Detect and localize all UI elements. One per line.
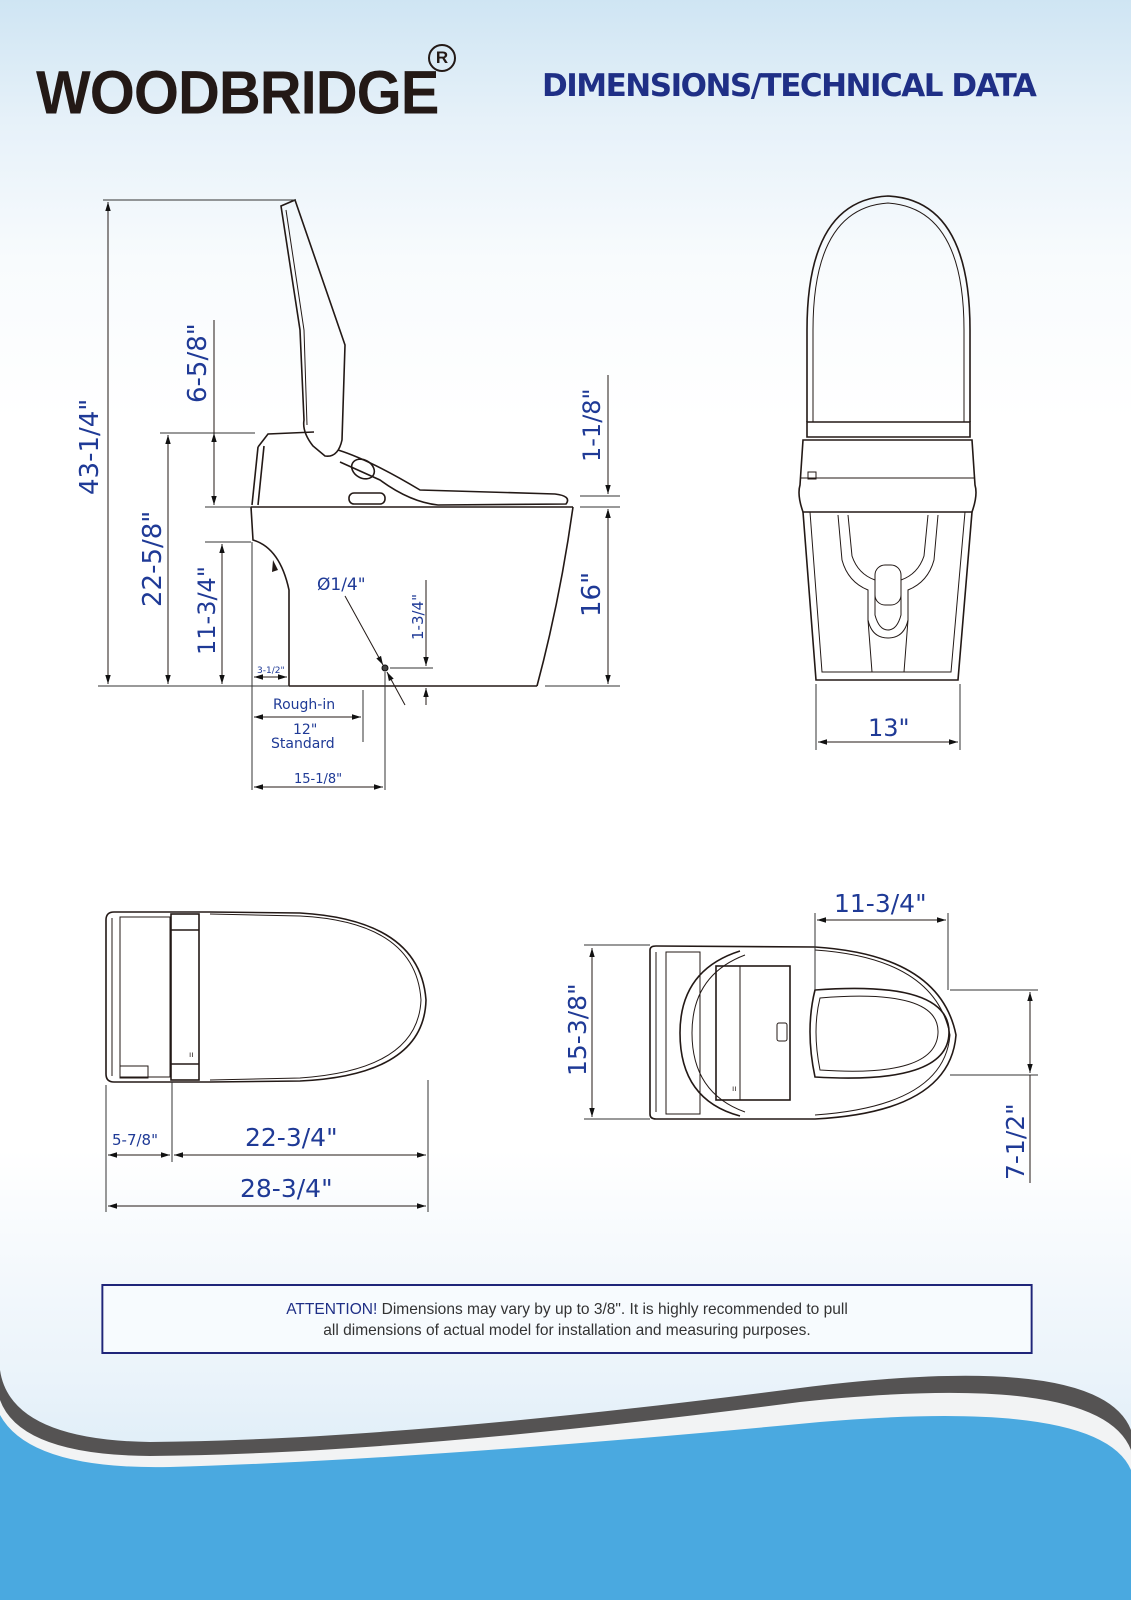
rough-in-standard: Standard <box>271 736 335 752</box>
rough-in-label: Rough-in <box>273 697 336 713</box>
dim-lid-above-seat: 6-5/8" <box>183 323 213 403</box>
footer-wave-decoration <box>0 1370 1131 1600</box>
registered-mark-icon: R <box>428 44 456 72</box>
top-view-open <box>563 889 1038 1183</box>
svg-text:ıı: ıı <box>732 1084 737 1093</box>
attention-notice <box>101 1284 1032 1354</box>
page-title: DIMENSIONS/TECHNICAL DATA <box>542 68 1036 104</box>
dim-bowl-opening-width: 7-1/2" <box>1001 1103 1030 1180</box>
dim-tank-height: 22-5/8" <box>138 510 168 607</box>
dim-back-offset: 3-1/2" <box>257 666 285 676</box>
dim-hole-distance: 15-1/8" <box>294 772 343 787</box>
notice-line-2: all dimensions of actual model for installation and measuring purposes. <box>323 1322 811 1339</box>
front-view <box>799 196 976 750</box>
side-view <box>75 200 620 790</box>
dim-tank-depth: 5-7/8" <box>112 1131 158 1149</box>
dim-seat-thickness: 1-1/8" <box>578 388 606 462</box>
top-view-closed <box>106 912 428 1212</box>
dim-front-width: 13" <box>868 714 910 742</box>
rough-in-value: 12" <box>293 722 318 738</box>
notice-line-1: Dimensions may vary by up to 3/8". It is highly recommended to pull <box>377 1301 848 1318</box>
dim-hole-height: 1-3/4" <box>409 594 427 640</box>
attention-label: ATTENTION! <box>286 1301 378 1318</box>
dim-bowl-opening-length: 11-3/4" <box>834 889 927 918</box>
dim-overall-height: 43-1/4" <box>75 398 105 495</box>
dim-outlet-height: 11-3/4" <box>193 566 221 655</box>
brand-logo: WOODBRIDGE <box>36 59 439 128</box>
dim-bowl-length: 22-3/4" <box>245 1123 338 1152</box>
dim-open-overall-width: 15-3/8" <box>563 983 592 1076</box>
dim-bowl-height: 16" <box>577 571 607 617</box>
dim-overall-length: 28-3/4" <box>240 1174 333 1203</box>
svg-text:ıı: ıı <box>189 1050 194 1059</box>
dim-hole-diameter: Ø1/4" <box>317 575 366 595</box>
